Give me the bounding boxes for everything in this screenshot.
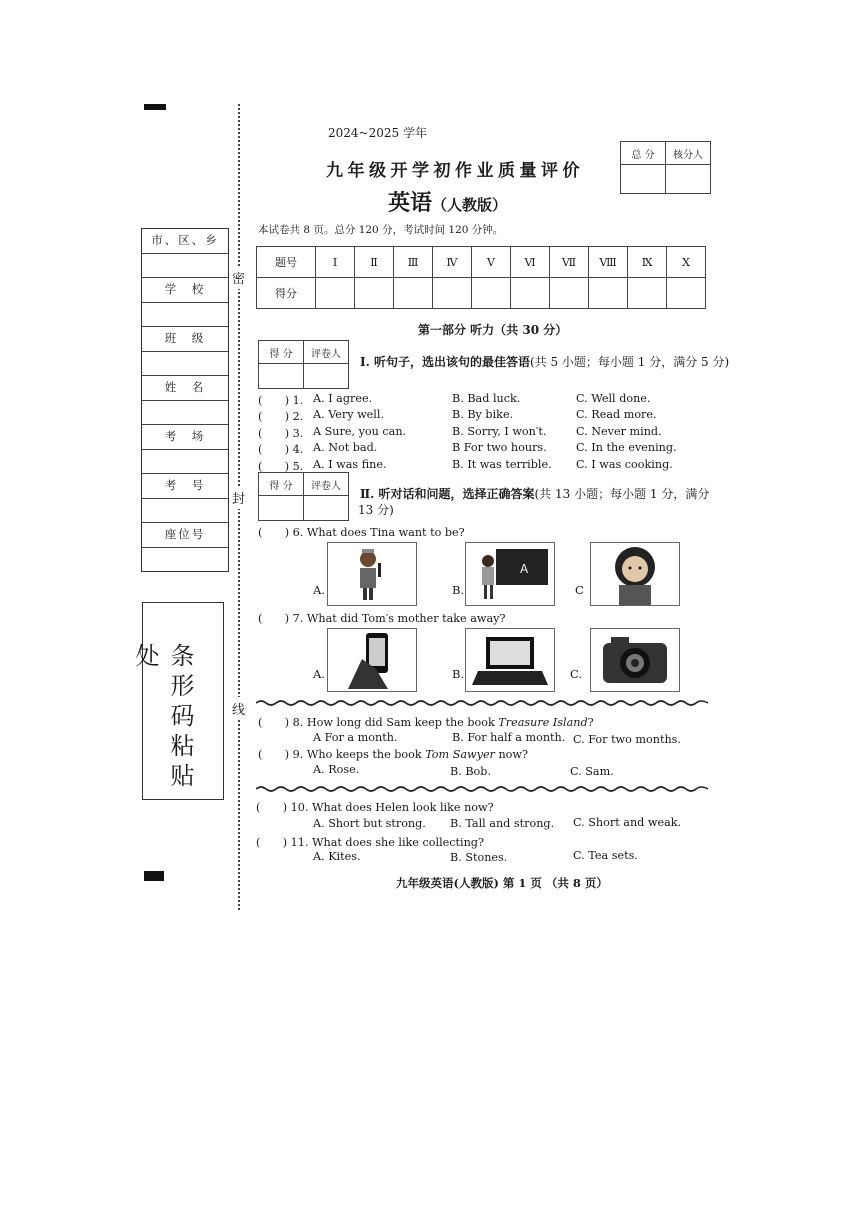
q9-book-title: Tom Sawyer bbox=[425, 748, 495, 761]
q6-option-a-image[interactable] bbox=[327, 542, 417, 606]
q6-option-c-label[interactable]: C bbox=[575, 583, 584, 597]
svg-text:A: A bbox=[520, 562, 529, 576]
section1-note: (共 5 小题；每小题 1 分，满分 5 分) bbox=[529, 355, 730, 369]
total-score-field[interactable] bbox=[621, 165, 666, 194]
school-year: 2024~2025 学年 bbox=[328, 126, 427, 140]
laptop-icon bbox=[466, 629, 554, 691]
info-seat-field[interactable] bbox=[142, 548, 228, 572]
q9-option-c[interactable]: C. Sam. bbox=[570, 765, 614, 778]
exam-title: 九年级开学初作业质量评价 bbox=[326, 161, 584, 181]
wavy-divider bbox=[256, 699, 708, 707]
info-room-field[interactable] bbox=[142, 450, 228, 475]
score-col-2: Ⅱ bbox=[355, 247, 394, 278]
page-footer: 九年级英语(人教版) 第 1 页 （共 8 页） bbox=[396, 876, 608, 890]
score-row-label: 得分 bbox=[257, 278, 316, 309]
question-number-label: 题号 bbox=[257, 247, 316, 278]
q5-option-a[interactable]: A. I was fine. bbox=[313, 458, 387, 471]
q2-option-c[interactable]: C. Read more. bbox=[576, 408, 657, 421]
info-city-label: 市、区、乡 bbox=[142, 229, 228, 254]
score-field[interactable] bbox=[433, 278, 472, 309]
score-col-4: Ⅳ bbox=[433, 247, 472, 278]
q5-option-c[interactable]: C. I was cooking. bbox=[576, 458, 673, 471]
q5-number: ( ) 5. bbox=[258, 460, 304, 473]
checker-label: 核分人 bbox=[666, 142, 711, 165]
q2-option-b[interactable]: B. By bike. bbox=[452, 408, 514, 421]
q4-option-c[interactable]: C. In the evening. bbox=[576, 441, 677, 454]
score-field[interactable] bbox=[550, 278, 589, 309]
barcode-label: 条形码粘贴处 bbox=[131, 643, 194, 793]
info-exam-number-label: 考 号 bbox=[142, 474, 228, 499]
camera-icon bbox=[591, 629, 679, 691]
phone-icon bbox=[328, 629, 416, 691]
total-score-label: 总 分 bbox=[621, 142, 666, 165]
score-col-10: Ⅹ bbox=[667, 247, 706, 278]
q9-option-b[interactable]: B. Bob. bbox=[450, 765, 492, 778]
q7-option-b-label[interactable]: B. bbox=[452, 667, 465, 681]
score-col-8: Ⅷ bbox=[589, 247, 628, 278]
info-seat-label: 座位号 bbox=[142, 523, 228, 548]
q4-option-b[interactable]: B For two hours. bbox=[452, 441, 547, 454]
q2-number: ( ) 2. bbox=[258, 410, 304, 423]
q10-option-c[interactable]: C. Short and weak. bbox=[573, 816, 682, 829]
section2-note-line2: 13 分) bbox=[358, 503, 394, 517]
q7-stem: ( ) 7. What did Tom′s mother take away? bbox=[258, 612, 506, 625]
edition-label: （人教版） bbox=[432, 196, 508, 214]
q7-option-a-label[interactable]: A. bbox=[313, 667, 325, 681]
info-exam-number-field[interactable] bbox=[142, 499, 228, 524]
info-name-label: 姓 名 bbox=[142, 376, 228, 401]
seal-char-feng: 封 bbox=[232, 486, 245, 509]
q7-option-c-image[interactable] bbox=[590, 628, 680, 692]
q8-stem: ( ) 8. How long did Sam keep the book Treasure Island? bbox=[258, 716, 594, 729]
singer-girl-icon bbox=[591, 543, 679, 605]
q10-stem: ( ) 10. What does Helen look like now? bbox=[256, 801, 494, 814]
q10-option-b[interactable]: B. Tall and strong. bbox=[450, 817, 555, 830]
q1-number: ( ) 1. bbox=[258, 394, 304, 407]
info-room-label: 考 场 bbox=[142, 425, 228, 450]
score-col-7: Ⅶ bbox=[550, 247, 589, 278]
barcode-area bbox=[131, 602, 224, 800]
grader-reviewer-label: 评卷人 bbox=[304, 341, 349, 364]
score-field[interactable] bbox=[667, 278, 706, 309]
grader-score-label: 得 分 bbox=[259, 473, 304, 496]
score-field[interactable] bbox=[628, 278, 667, 309]
q6-stem: ( ) 6. What does Tina want to be? bbox=[258, 526, 465, 539]
q6-option-a-label[interactable]: A. bbox=[313, 583, 325, 597]
score-col-5: Ⅴ bbox=[472, 247, 511, 278]
registration-mark-top bbox=[144, 104, 166, 110]
info-school-field[interactable] bbox=[142, 303, 228, 328]
q2-option-a[interactable]: A. Very well. bbox=[313, 408, 384, 421]
q10-option-a[interactable]: A. Short but strong. bbox=[313, 817, 426, 830]
score-col-3: Ⅲ bbox=[394, 247, 433, 278]
score-field[interactable] bbox=[511, 278, 550, 309]
q6-option-c-image[interactable] bbox=[590, 542, 680, 606]
section2-heading: Ⅱ. 听对话和问题，选择正确答案 bbox=[360, 487, 535, 501]
q7-option-c-label[interactable]: C. bbox=[570, 667, 583, 681]
q1-option-c[interactable]: C. Well done. bbox=[576, 392, 651, 405]
grader-reviewer-label: 评卷人 bbox=[304, 473, 349, 496]
score-field[interactable] bbox=[394, 278, 433, 309]
q8-book-title: Treasure Island bbox=[498, 716, 588, 729]
q1-option-b[interactable]: B. Bad luck. bbox=[452, 392, 521, 405]
q8-option-b[interactable]: B. For half a month. bbox=[452, 731, 566, 744]
q11-stem: ( ) 11. What does she like collecting? bbox=[256, 836, 484, 849]
q3-option-c[interactable]: C. Never mind. bbox=[576, 425, 662, 438]
q5-option-b[interactable]: B. It was terrible. bbox=[452, 458, 552, 471]
q3-option-a[interactable]: A Sure, you can. bbox=[313, 425, 407, 438]
subject-title bbox=[388, 186, 507, 217]
q8-option-a[interactable]: A For a month. bbox=[313, 731, 398, 744]
section1-title bbox=[360, 353, 729, 370]
score-col-1: Ⅰ bbox=[316, 247, 355, 278]
score-field[interactable] bbox=[589, 278, 628, 309]
q4-option-a[interactable]: A. Not bad. bbox=[313, 441, 378, 454]
q1-option-a[interactable]: A. I agree. bbox=[313, 392, 373, 405]
q3-number: ( ) 3. bbox=[258, 427, 304, 440]
grader-score-field[interactable] bbox=[259, 364, 304, 389]
student-info-table bbox=[141, 228, 229, 572]
q11-option-c[interactable]: C. Tea sets. bbox=[573, 849, 638, 862]
subject-name: 英语 bbox=[388, 190, 433, 216]
q4-number: ( ) 4. bbox=[258, 443, 304, 456]
q9-stem: ( ) 9. Who keeps the book Tom Sawyer now? bbox=[258, 748, 528, 761]
q11-option-b[interactable]: B. Stones. bbox=[450, 851, 508, 864]
grader-box-1 bbox=[258, 340, 349, 389]
exam-intro: 本试卷共 8 页。总分 120 分，考试时间 120 分钟。 bbox=[258, 224, 504, 236]
score-field[interactable] bbox=[472, 278, 511, 309]
info-city-field[interactable] bbox=[142, 254, 228, 279]
q6-option-b-image[interactable] bbox=[465, 542, 555, 606]
info-class-field[interactable] bbox=[142, 352, 228, 377]
section2-title bbox=[360, 485, 709, 502]
seal-char-mi: 密 bbox=[232, 266, 245, 289]
doctor-figure-icon bbox=[328, 543, 416, 605]
grader-reviewer-field[interactable] bbox=[304, 364, 349, 389]
q7-option-a-image[interactable] bbox=[327, 628, 417, 692]
section1-heading: Ⅰ. 听句子，选出该句的最佳答语 bbox=[360, 355, 530, 369]
info-class-label: 班 级 bbox=[142, 327, 228, 352]
part1-title: 第一部分 听力（共 30 分） bbox=[418, 323, 568, 337]
q11-option-a[interactable]: A. Kites. bbox=[313, 850, 361, 863]
section-score-table bbox=[256, 246, 706, 309]
registration-mark-bottom bbox=[144, 871, 164, 881]
wavy-divider bbox=[256, 785, 708, 793]
q6-option-b-label[interactable]: B. bbox=[452, 583, 465, 597]
score-col-6: Ⅵ bbox=[511, 247, 550, 278]
q9-option-a[interactable]: A. Rose. bbox=[313, 763, 360, 776]
grader-score-label: 得 分 bbox=[259, 341, 304, 364]
info-name-field[interactable] bbox=[142, 401, 228, 426]
q7-option-b-image[interactable] bbox=[465, 628, 555, 692]
score-field[interactable] bbox=[355, 278, 394, 309]
seal-char-xian: 线 bbox=[232, 697, 245, 720]
grader-box-2 bbox=[258, 472, 349, 521]
section2-note: (共 13 小题；每小题 1 分，满分 bbox=[534, 487, 710, 501]
q3-option-b[interactable]: B. Sorry, I won′t. bbox=[452, 425, 547, 438]
q8-option-c[interactable]: C. For two months. bbox=[573, 733, 681, 746]
total-score-box bbox=[620, 141, 711, 194]
info-school-label: 学 校 bbox=[142, 278, 228, 303]
grader-reviewer-field[interactable] bbox=[304, 496, 349, 521]
teacher-blackboard-icon bbox=[466, 543, 554, 605]
score-field[interactable] bbox=[316, 278, 355, 309]
grader-score-field[interactable] bbox=[259, 496, 304, 521]
checker-field[interactable] bbox=[666, 165, 711, 194]
score-col-9: Ⅸ bbox=[628, 247, 667, 278]
